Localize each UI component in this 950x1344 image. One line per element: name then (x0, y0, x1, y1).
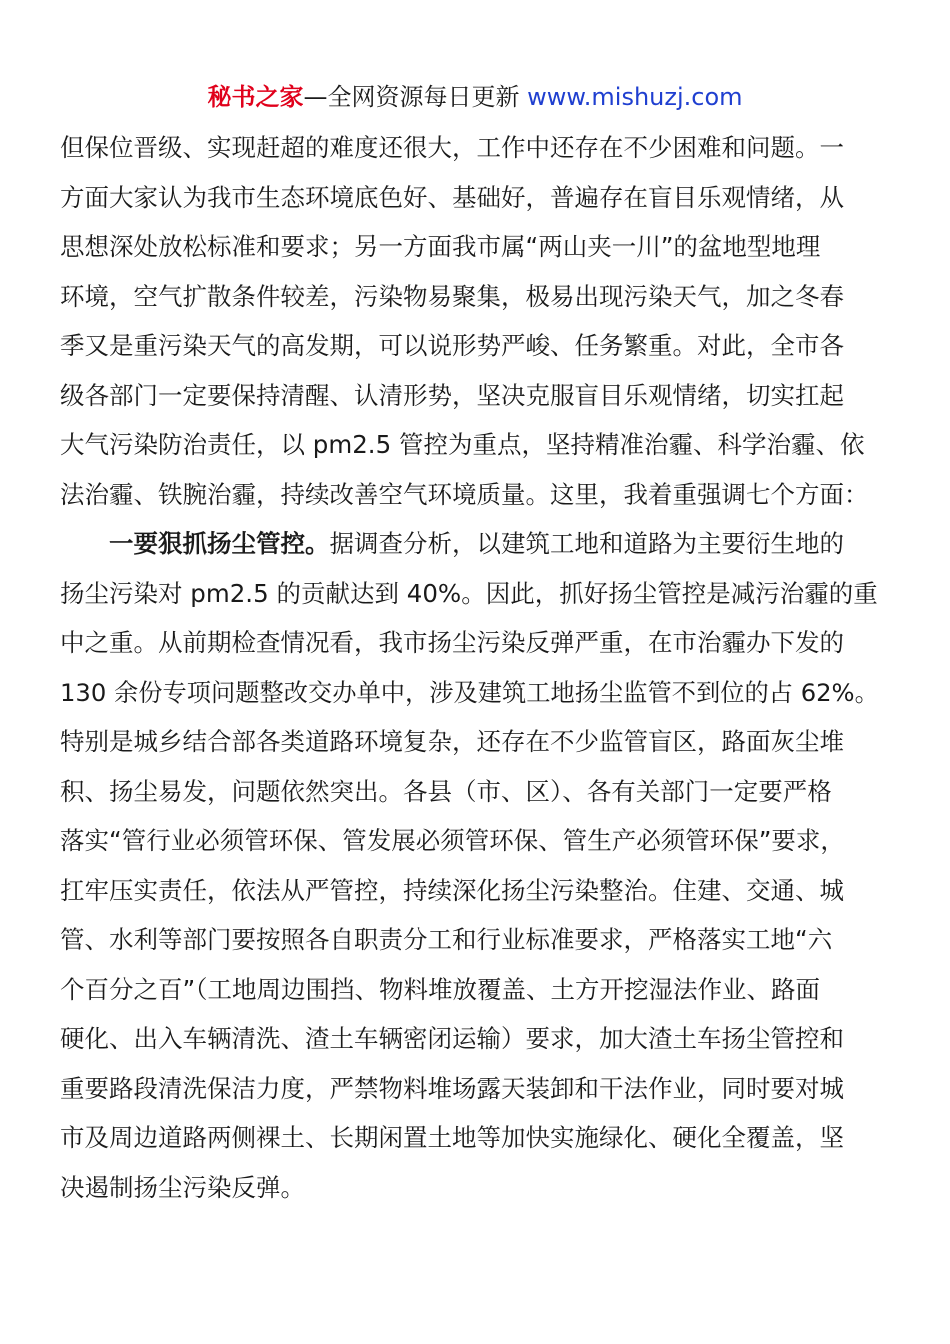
text-line: 但保位晋级、实现赶超的难度还很大，工作中还存在不少困难和问题。一 (60, 133, 844, 162)
text-span: 据调查分析，以建筑工地和道路为主要衍生地的 (329, 529, 844, 558)
text-line: 决遏制扬尘污染反弹。 (60, 1172, 305, 1202)
text-line: 环境，空气扩散条件较差，污染物易聚集，极易出现污染天气，加之冬春 (60, 281, 844, 311)
paragraph-2 (60, 519, 885, 1212)
paragraph-first-line (60, 519, 885, 569)
text-line: 管、水利等部门要按照各自职责分工和行业标准要求，严格落实工地“六 (60, 925, 833, 954)
paragraph-1 (60, 123, 885, 519)
text-line: 级各部门一定要保持清醒、认清形势，坚决克服盲目乐观情绪，切实扛起 (60, 380, 844, 410)
text-line: 130 余份专项问题整改交办单中，涉及建筑工地扬尘监管不到位的占 62%。 (60, 677, 879, 707)
header-brand: 秘书之家 (207, 83, 304, 111)
text-line: 法治霾、铁腕治霾，持续改善空气环境质量。这里，我着重强调七个方面： (60, 479, 869, 509)
text-line: 个百分之百”（工地周边围挡、物料堆放覆盖、土方开挖湿法作业、路面 (60, 974, 820, 1004)
text-line: 大气污染防治责任，以 pm2.5 管控为重点，坚持精准治霾、科学治霾、依 (60, 430, 865, 459)
header-url-link[interactable]: www.mishuzj.com (527, 83, 743, 111)
document-body (60, 123, 885, 1212)
text-line: 季又是重污染天气的高发期，可以说形势严峻、任务繁重。对此，全市各 (60, 331, 844, 360)
text-line: 积、扬尘易发，问题依然突出。各县（市、区）、各有关部门一定要严格 (60, 776, 832, 806)
text-line: 方面大家认为我市生态环境底色好、基础好，普遍存在盲目乐观情绪，从 (60, 182, 844, 212)
text-line: 中之重。从前期检查情况看，我市扬尘污染反弹严重，在市治霾办下发的 (60, 628, 844, 657)
text-line: 思想深处放松标准和要求；另一方面我市属“两山夹一川”的盆地型地理 (60, 232, 821, 261)
section-heading: 一要狠抓扬尘管控。 (109, 529, 330, 558)
page-header (0, 80, 950, 114)
text-line: 落实“管行业必须管环保、管发展必须管环保、管生产必须管环保”要求， (60, 826, 845, 855)
text-line: 硬化、出入车辆清洗、渣土车辆密闭运输）要求，加大渣土车扬尘管控和 (60, 1024, 844, 1053)
text-line: 市及周边道路两侧裸土、长期闲置土地等加快实施绿化、硬化全覆盖，坚 (60, 1123, 844, 1152)
text-line: 特别是城乡结合部各类道路环境复杂，还存在不少监管盲区，路面灰尘堆 (60, 727, 844, 756)
header-tagline: —全网资源每日更新 (303, 83, 528, 111)
text-line: 扛牢压实责任，依法从严管控，持续深化扬尘污染整治。住建、交通、城 (60, 875, 844, 905)
text-line: 扬尘污染对 pm2.5 的贡献达到 40%。因此，抓好扬尘管控是减污治霾的重 (60, 578, 878, 608)
text-line: 重要路段清洗保洁力度，严禁物料堆场露天装卸和干法作业，同时要对城 (60, 1073, 844, 1103)
